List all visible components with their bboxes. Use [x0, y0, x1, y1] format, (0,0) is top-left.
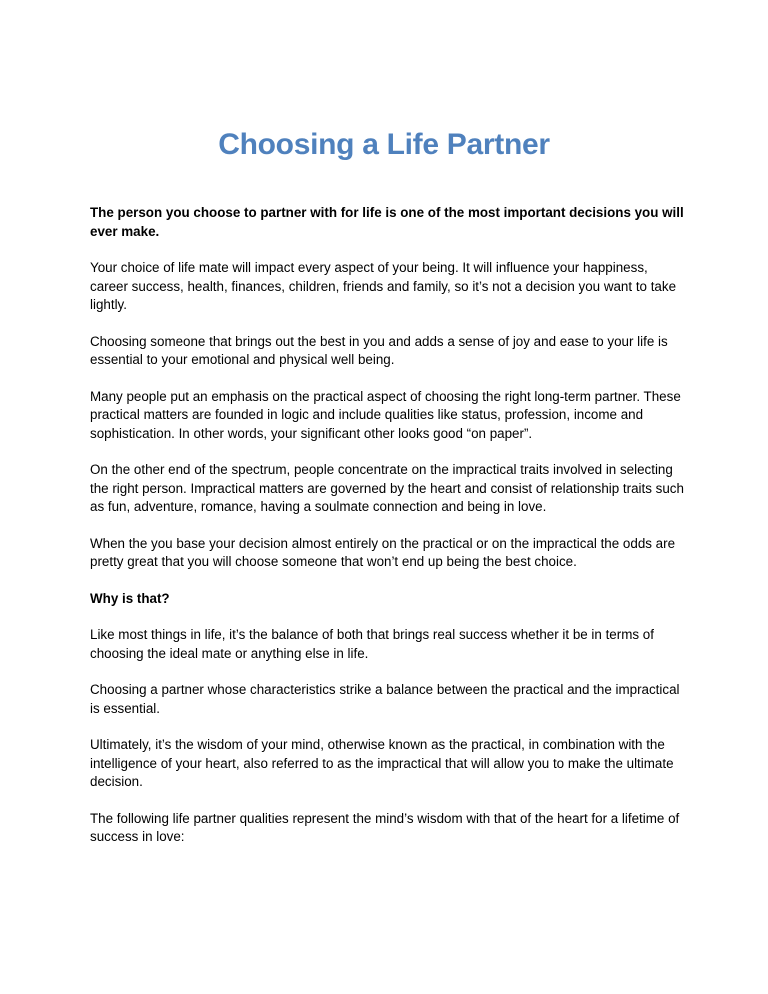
paragraph: Many people put an emphasis on the practical aspect of choosing the right long-term partner. These practical matters are founded in logic and include qualities like status, profession, income and sophistication. In other words, your significant other looks good “on paper”.: [90, 388, 681, 441]
paragraph: Choosing a partner whose characteristics strike a balance between the practical and the impractical is essential.: [90, 682, 680, 716]
document-title: Choosing a Life Partner: [218, 128, 550, 161]
intro-paragraph: The person you choose to partner with for life is one of the most important decisions you will ever make.: [90, 205, 684, 239]
paragraph: Your choice of life mate will impact every aspect of your being. It will influence your happiness, career success, health, finances, children, friends and family, so it’s not a decision you want to take lightly.: [90, 260, 677, 312]
section-question: Why is that?: [90, 590, 170, 606]
paragraph: Like most things in life, it’s the balance of both that brings real success whether it be in terms of choosing the ideal mate or anything else in life.: [90, 627, 654, 661]
paragraph: Ultimately, it’s the wisdom of your mind, otherwise known as the practical, in combination with the intelligence of your heart, also referred to as the impractical that will allow you to make the ultimate decision.: [90, 737, 674, 789]
paragraph: Choosing someone that brings out the best in you and adds a sense of joy and ease to your life is essential to your emotional and physical well being.: [90, 333, 668, 367]
paragraph: When the you base your decision almost entirely on the practical or on the impractical the odds are pretty great that you will choose someone that won’t end up being the best choice.: [90, 535, 676, 569]
paragraph: The following life partner qualities represent the mind’s wisdom with that of the heart for a lifetime of success in love:: [90, 810, 680, 844]
document-body: [90, 204, 686, 865]
paragraph: On the other end of the spectrum, people concentrate on the impractical traits involved in selecting the right person. Impractical matters are governed by the heart and consist of relationship traits such as fun, adventure, romance, having a soulmate connection and being in love.: [90, 462, 684, 514]
